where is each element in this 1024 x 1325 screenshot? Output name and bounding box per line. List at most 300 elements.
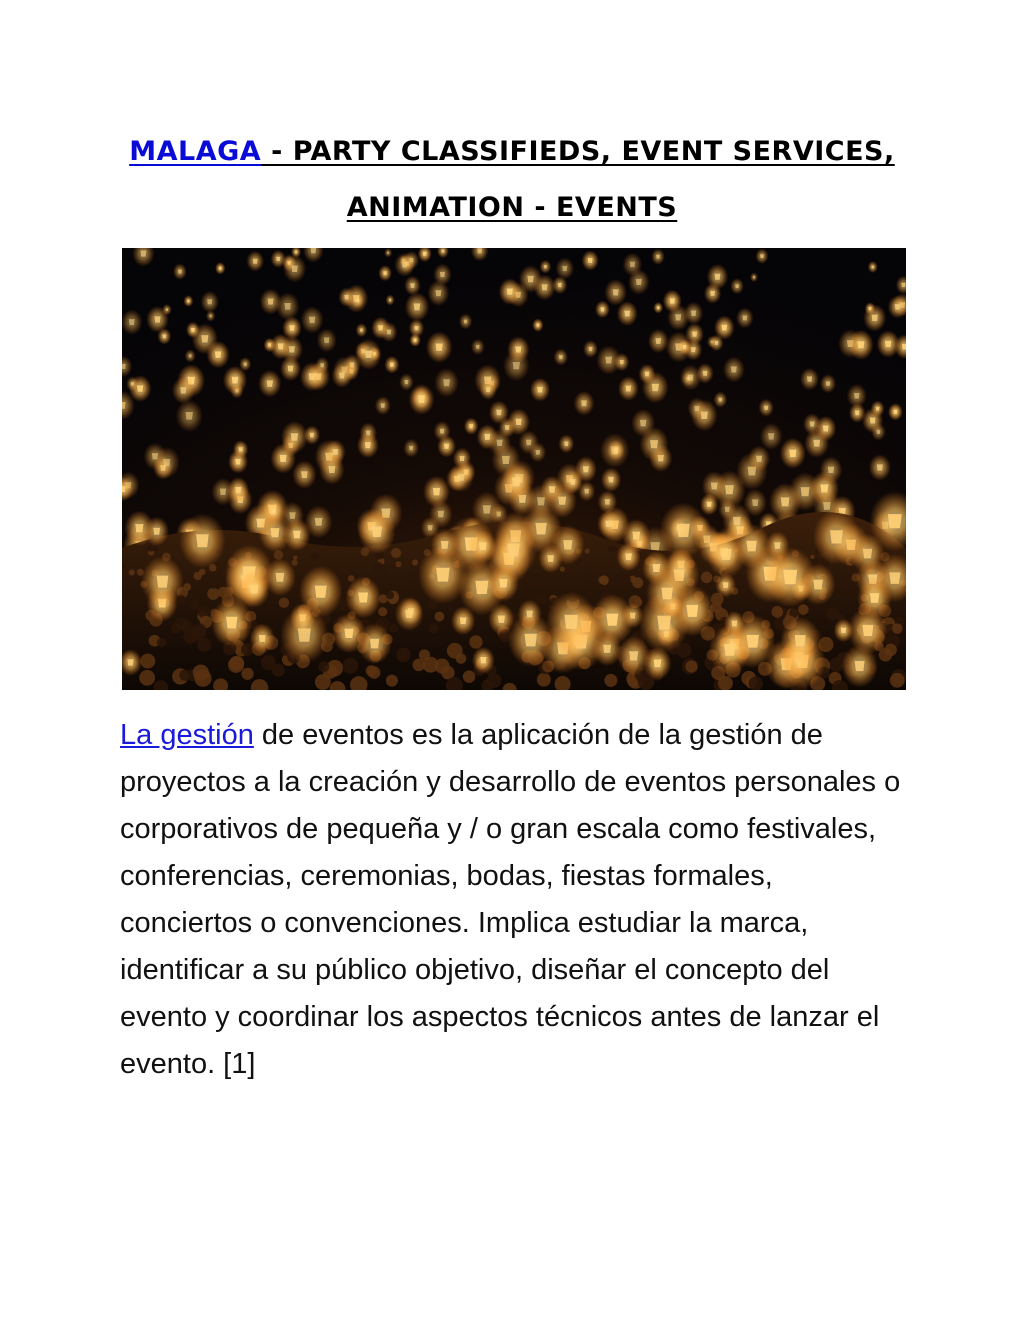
crowd-person xyxy=(548,575,554,581)
lantern xyxy=(605,499,610,504)
lantern xyxy=(605,357,612,364)
crowd-person xyxy=(261,655,276,670)
lantern xyxy=(703,371,708,376)
lantern xyxy=(372,526,382,537)
lantern xyxy=(625,553,632,560)
lantern xyxy=(869,307,872,310)
lantern xyxy=(418,396,425,403)
crowd-person xyxy=(293,555,298,560)
lantern xyxy=(293,531,301,539)
lantern xyxy=(885,341,891,348)
lantern xyxy=(841,628,846,634)
lantern xyxy=(613,289,619,295)
crowd-person xyxy=(380,570,388,578)
lantern xyxy=(178,270,182,274)
lantern xyxy=(813,440,820,447)
crowd-person xyxy=(368,666,381,679)
lantern xyxy=(370,639,379,649)
crowd-person xyxy=(395,561,401,567)
lantern xyxy=(629,651,638,660)
lantern xyxy=(564,615,578,629)
crowd-person xyxy=(241,668,253,680)
lantern xyxy=(888,514,902,528)
lantern xyxy=(250,585,259,594)
lantern xyxy=(153,528,160,535)
lantern xyxy=(444,444,449,449)
lantern xyxy=(863,549,872,559)
lantern xyxy=(436,343,443,350)
lantern xyxy=(191,328,195,332)
lantern xyxy=(244,362,247,365)
lantern xyxy=(479,542,487,550)
crowd-person xyxy=(189,600,199,610)
lantern xyxy=(707,502,712,507)
crowd-person xyxy=(412,659,425,672)
lantern xyxy=(624,311,630,317)
lantern xyxy=(311,248,317,253)
lantern xyxy=(656,255,660,259)
lantern xyxy=(402,262,408,268)
lantern xyxy=(652,384,659,391)
link-la-gestion[interactable]: La gestión xyxy=(120,719,254,751)
title-link-malaga[interactable]: MALAGA xyxy=(129,136,262,167)
lantern xyxy=(358,593,368,603)
lantern xyxy=(365,351,372,358)
crowd-person xyxy=(157,638,167,648)
crowd-person xyxy=(373,562,383,572)
lantern xyxy=(410,283,415,288)
lantern xyxy=(201,335,208,342)
crowd-person xyxy=(197,605,210,618)
lantern xyxy=(731,366,737,372)
lantern xyxy=(315,586,327,598)
sky-lanterns-photo xyxy=(122,248,906,690)
lantern xyxy=(735,284,739,288)
lantern xyxy=(544,265,547,268)
crowd-person xyxy=(140,654,155,669)
lantern xyxy=(404,380,408,384)
crowd-person xyxy=(829,657,844,672)
lantern xyxy=(723,582,729,588)
lantern xyxy=(513,362,520,369)
lantern xyxy=(753,276,755,278)
crowd-person xyxy=(292,560,298,566)
lantern xyxy=(477,248,482,253)
lantern xyxy=(333,449,339,455)
crowd-person xyxy=(318,661,329,672)
lantern xyxy=(484,434,490,440)
lantern xyxy=(857,341,864,348)
lantern xyxy=(435,290,441,296)
lantern xyxy=(502,456,510,464)
lantern xyxy=(774,542,781,549)
lantern xyxy=(584,489,589,494)
lantern xyxy=(542,284,548,290)
lantern xyxy=(764,406,768,410)
lantern xyxy=(711,482,718,489)
lantern xyxy=(235,459,240,465)
lantern xyxy=(460,456,465,461)
lantern xyxy=(654,659,662,667)
lantern xyxy=(267,380,273,386)
lantern xyxy=(215,351,221,357)
lantern xyxy=(436,568,450,582)
lantern xyxy=(390,363,394,367)
lantern xyxy=(469,424,473,428)
lantern xyxy=(239,447,243,451)
crowd-person xyxy=(621,575,631,585)
crowd-person xyxy=(447,643,463,659)
lantern xyxy=(752,499,758,506)
lantern xyxy=(870,593,879,603)
lantern xyxy=(526,440,532,446)
lantern xyxy=(196,534,209,547)
crowd-person xyxy=(608,545,616,553)
article-paragraph xyxy=(120,712,910,1088)
lantern xyxy=(291,266,297,273)
lantern xyxy=(855,411,860,416)
lantern xyxy=(688,374,694,380)
lantern xyxy=(535,523,546,535)
crowd-person xyxy=(386,675,398,687)
crowd-person xyxy=(408,574,417,583)
lantern xyxy=(536,324,539,327)
lantern xyxy=(862,625,873,636)
lantern xyxy=(562,266,567,271)
lantern xyxy=(715,341,719,345)
lantern xyxy=(339,373,345,379)
crowd-person xyxy=(192,623,207,638)
crowd-person xyxy=(598,576,606,584)
lantern xyxy=(276,573,285,582)
lantern xyxy=(131,382,134,385)
lantern xyxy=(768,433,774,439)
lantern xyxy=(507,544,520,557)
lantern xyxy=(902,344,906,350)
lantern xyxy=(476,345,480,349)
lantern xyxy=(414,326,418,330)
lantern xyxy=(558,283,562,287)
lantern xyxy=(876,407,880,411)
lantern xyxy=(742,315,747,320)
lantern xyxy=(486,387,491,392)
lantern xyxy=(718,398,722,402)
lantern xyxy=(219,267,222,270)
lantern xyxy=(405,610,413,618)
lantern xyxy=(527,276,533,283)
lantern xyxy=(440,429,445,434)
page-title xyxy=(120,124,904,236)
lantern xyxy=(162,334,166,338)
lantern xyxy=(525,634,537,647)
lantern xyxy=(694,406,699,411)
lantern xyxy=(893,410,897,414)
lantern xyxy=(320,363,324,367)
lantern xyxy=(828,467,834,473)
lantern xyxy=(670,298,675,303)
lantern xyxy=(675,314,681,320)
crowd-person xyxy=(210,582,217,589)
lantern xyxy=(310,433,314,438)
lantern xyxy=(877,464,883,470)
lantern xyxy=(854,393,860,399)
lantern xyxy=(460,617,467,624)
lantern xyxy=(185,412,192,420)
lantern xyxy=(441,249,444,252)
lantern xyxy=(209,315,212,318)
lantern xyxy=(135,524,143,532)
lantern xyxy=(365,442,371,448)
lantern xyxy=(589,347,593,351)
crowd-person xyxy=(175,617,188,630)
lantern xyxy=(725,507,730,512)
crowd-person xyxy=(148,545,155,552)
lantern xyxy=(516,419,522,425)
lantern xyxy=(563,540,572,549)
lantern xyxy=(760,254,764,258)
crowd-person xyxy=(771,606,783,618)
lantern xyxy=(722,325,728,331)
lantern xyxy=(625,386,631,392)
lantern xyxy=(387,252,389,254)
lantern xyxy=(259,635,266,642)
crowd-person xyxy=(890,673,905,688)
lantern xyxy=(483,505,491,513)
crowd-person xyxy=(463,670,475,682)
lantern xyxy=(433,488,440,495)
lantern xyxy=(547,555,554,562)
lantern xyxy=(356,299,359,302)
lantern xyxy=(498,616,505,623)
crowd-person xyxy=(582,571,594,583)
lantern xyxy=(440,272,445,277)
lantern xyxy=(871,266,874,269)
lantern xyxy=(232,377,239,384)
lantern xyxy=(180,387,186,393)
lantern xyxy=(157,576,169,588)
lantern xyxy=(414,303,421,310)
lantern xyxy=(298,628,311,641)
lantern xyxy=(288,366,294,372)
crowd-person xyxy=(199,569,206,576)
lantern xyxy=(328,466,335,473)
lantern xyxy=(710,291,715,296)
lantern xyxy=(268,299,274,305)
crowd-person xyxy=(378,607,387,616)
lantern xyxy=(558,497,566,505)
lantern xyxy=(526,611,533,618)
lantern xyxy=(270,528,279,537)
crowd-person xyxy=(129,569,135,575)
lantern xyxy=(650,440,658,448)
crowd-person xyxy=(412,559,418,565)
lantern xyxy=(783,570,797,584)
lantern xyxy=(870,418,876,424)
crowd-person xyxy=(419,649,430,660)
lantern xyxy=(795,635,806,646)
crowd-person xyxy=(469,635,482,648)
crowd-person xyxy=(604,674,617,687)
lantern xyxy=(438,511,444,518)
lantern xyxy=(428,525,433,530)
crowd-person xyxy=(193,664,209,680)
lantern xyxy=(389,299,392,302)
lantern xyxy=(278,343,284,349)
lantern xyxy=(823,425,829,431)
crowd-person xyxy=(585,549,590,554)
lantern xyxy=(640,420,647,427)
crowd-person xyxy=(391,548,401,558)
crowd-person xyxy=(528,579,538,589)
lantern xyxy=(781,497,790,506)
lantern xyxy=(606,614,618,626)
crowd-person xyxy=(884,644,896,656)
lantern xyxy=(289,325,294,330)
lantern xyxy=(801,487,810,496)
lantern xyxy=(872,315,878,321)
lantern xyxy=(154,316,160,322)
lantern xyxy=(226,617,237,629)
lantern xyxy=(614,448,619,453)
lantern xyxy=(280,455,287,462)
lantern xyxy=(724,644,735,656)
crowd-person xyxy=(798,604,808,614)
lantern xyxy=(496,410,501,416)
lantern xyxy=(535,450,540,455)
lantern xyxy=(605,521,611,527)
lantern xyxy=(480,657,486,663)
lantern xyxy=(901,283,905,287)
lantern xyxy=(423,252,427,256)
crowd-person xyxy=(229,656,244,671)
lantern xyxy=(789,450,796,457)
crowd-person xyxy=(685,660,697,672)
crowd-person xyxy=(701,572,713,584)
crowd-person xyxy=(429,624,439,634)
lantern xyxy=(441,541,449,549)
lantern xyxy=(889,572,900,583)
lantern xyxy=(692,332,697,337)
crowd-person xyxy=(632,577,643,588)
crowd-person xyxy=(810,555,815,560)
lantern xyxy=(807,376,812,381)
crowd-person xyxy=(892,623,902,633)
lantern xyxy=(458,474,465,481)
crowd-person xyxy=(179,669,190,680)
crowd-person xyxy=(740,586,748,594)
lantern xyxy=(189,354,192,357)
lantern xyxy=(731,620,737,626)
lantern xyxy=(655,338,661,344)
lantern xyxy=(122,364,126,369)
lantern xyxy=(600,307,604,311)
lantern xyxy=(570,479,575,485)
lantern xyxy=(630,262,635,268)
lantern xyxy=(537,387,543,393)
lantern xyxy=(756,456,762,462)
crowd-person xyxy=(634,572,639,577)
crowd-person xyxy=(207,588,219,600)
lantern xyxy=(291,433,298,441)
crowd-person xyxy=(396,648,410,662)
lantern xyxy=(381,403,385,407)
lantern xyxy=(813,580,823,590)
lantern xyxy=(309,317,315,323)
crowd-person xyxy=(279,598,289,608)
lantern xyxy=(315,518,323,526)
lantern xyxy=(683,345,687,349)
lantern xyxy=(632,532,640,540)
lantern xyxy=(344,295,349,300)
crowd-person xyxy=(434,659,449,674)
lantern xyxy=(207,299,212,304)
lantern xyxy=(295,251,298,254)
lantern xyxy=(876,430,880,434)
lantern xyxy=(475,581,488,594)
lantern xyxy=(559,355,563,359)
crowd-person xyxy=(310,552,319,561)
crowd-person xyxy=(139,670,155,686)
lantern xyxy=(324,338,330,344)
lantern xyxy=(187,300,190,303)
lantern xyxy=(691,311,696,316)
lantern xyxy=(677,524,690,537)
lantern xyxy=(855,661,865,671)
lantern xyxy=(129,319,135,325)
lantern xyxy=(826,381,830,386)
lantern xyxy=(344,629,353,638)
lantern xyxy=(220,488,226,494)
lantern xyxy=(276,257,280,261)
lantern xyxy=(608,477,614,483)
lantern xyxy=(895,304,900,309)
article-paragraph-text: de eventos es la aplicación de la gestión de proyectos a la creación y desarrollo de eventos personales o corporativos de pequeña y / o gran escala como festivales, conferencias, ceremonias, bodas, fiestas formales, conciertos o convenciones. Implica estudiar la marca, identificar a su público objetivo, diseñar el concepto del evento y coordinar los aspectos técnicos antes de lanzar el evento. [1] xyxy=(120,719,901,1080)
lantern xyxy=(309,373,316,380)
crowd-person xyxy=(154,546,159,551)
crowd-person xyxy=(342,658,358,674)
lantern xyxy=(746,541,756,552)
lantern xyxy=(583,466,589,472)
lantern xyxy=(289,512,295,519)
lantern xyxy=(721,549,732,560)
lantern xyxy=(507,288,513,294)
lantern xyxy=(464,320,468,324)
crowd-person xyxy=(386,591,394,599)
lantern xyxy=(661,588,673,600)
title-text: - PARTY CLASSIFIEDS, EVENT SERVICES, ANIMATION - EVENTS xyxy=(261,136,895,223)
lantern xyxy=(284,303,291,310)
crowd-person xyxy=(435,612,445,622)
lantern xyxy=(409,446,413,450)
lantern xyxy=(512,478,521,487)
lantern xyxy=(823,502,831,510)
lantern xyxy=(127,659,133,665)
lantern xyxy=(253,259,258,264)
crowd-person xyxy=(183,583,191,591)
lantern xyxy=(714,274,720,280)
crowd-person xyxy=(537,673,551,687)
lantern xyxy=(383,271,387,275)
lantern xyxy=(581,400,587,406)
lantern xyxy=(235,487,241,493)
lantern xyxy=(140,250,146,256)
lantern xyxy=(360,328,363,331)
lantern xyxy=(443,379,450,386)
lantern xyxy=(387,330,392,335)
lantern xyxy=(733,517,741,525)
lantern xyxy=(301,471,308,478)
lantern xyxy=(830,530,843,543)
